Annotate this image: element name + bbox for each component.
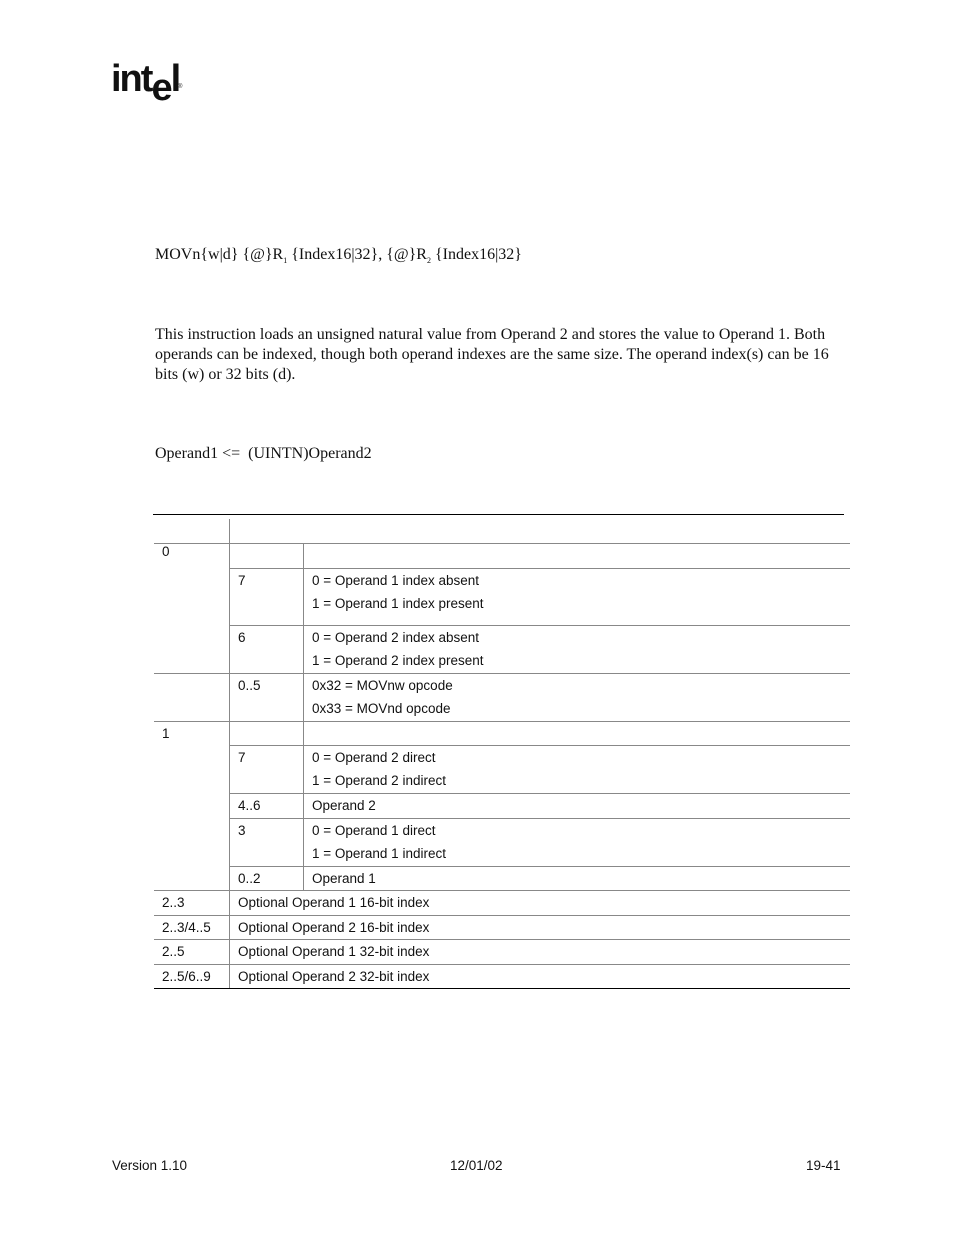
footer-date: 12/01/02 xyxy=(450,1158,503,1173)
table-row xyxy=(154,625,850,673)
table-row xyxy=(154,568,850,625)
bits-cell: 0..5 xyxy=(230,673,304,721)
table-row xyxy=(154,673,850,721)
encoding-table xyxy=(154,519,850,989)
description-cell: 0x32 = MOVnw opcode 0x33 = MOVnd opcode xyxy=(304,673,851,721)
description-cell: 0 = Operand 2 direct 1 = Operand 2 indirect xyxy=(304,745,851,793)
description-cell: Optional Operand 2 16-bit index xyxy=(230,915,851,939)
table-row xyxy=(154,543,850,568)
registered-mark: ® xyxy=(178,84,183,90)
description-cell: Optional Operand 2 32-bit index xyxy=(230,964,851,988)
bits-cell: 7 xyxy=(230,568,304,625)
description-cell: Optional Operand 1 16-bit index xyxy=(230,890,851,915)
instruction-syntax: MOVn{w|d} $\{@\}R_1$ {Index16|32}, $\{@\}R_2$ {Index16|32} xyxy=(155,246,522,266)
operation-formula: Operand1 <= (UINTN)Operand2 xyxy=(155,445,372,462)
byte-cell: 2..5 xyxy=(154,939,230,964)
description-cell: Optional Operand 1 32-bit index xyxy=(230,939,851,964)
bits-cell: 4..6 xyxy=(230,793,304,818)
table-row xyxy=(154,890,850,915)
bits-cell: 3 xyxy=(230,818,304,866)
bits-cell: 6 xyxy=(230,625,304,673)
description-cell: 0 = Operand 1 direct 1 = Operand 1 indirect xyxy=(304,818,851,866)
bits-cell: 0..2 xyxy=(230,866,304,890)
byte-cell: 2..5/6..9 xyxy=(154,964,230,988)
byte-cell: 0 xyxy=(162,543,170,559)
footer-version: Version 1.10 xyxy=(112,1158,188,1173)
table-row xyxy=(154,721,850,745)
byte-cell: 2..3 xyxy=(154,890,230,915)
intel-logo: intel ® xyxy=(111,58,183,109)
description-cell: Operand 1 xyxy=(304,866,851,890)
table-header-row xyxy=(154,519,850,543)
description-cell: Operand 2 xyxy=(304,793,851,818)
table-row xyxy=(154,793,850,818)
bits-cell: 7 xyxy=(230,745,304,793)
description-cell: 0 = Operand 1 index absent 1 = Operand 1 index present xyxy=(304,568,851,625)
table-row xyxy=(154,915,850,939)
table-row xyxy=(154,964,850,988)
byte-cell: 2..3/4..5 xyxy=(154,915,230,939)
table-row xyxy=(154,866,850,890)
table-row xyxy=(154,939,850,964)
table-row xyxy=(154,818,850,866)
description-cell: 0 = Operand 2 index absent 1 = Operand 2 index present xyxy=(304,625,851,673)
byte-cell: 1 xyxy=(162,725,170,741)
instruction-description: This instruction loads an unsigned natural value from Operand 2 and stores the value to Operand 1. Both operands can be indexed, though both operand indexes are the same size. The operand index(s) can be 16 bits (w) or 32 bits (d). xyxy=(155,326,829,383)
table-row xyxy=(154,745,850,793)
table-top-rule xyxy=(153,514,844,515)
footer-page-number: 19-41 xyxy=(806,1158,841,1173)
